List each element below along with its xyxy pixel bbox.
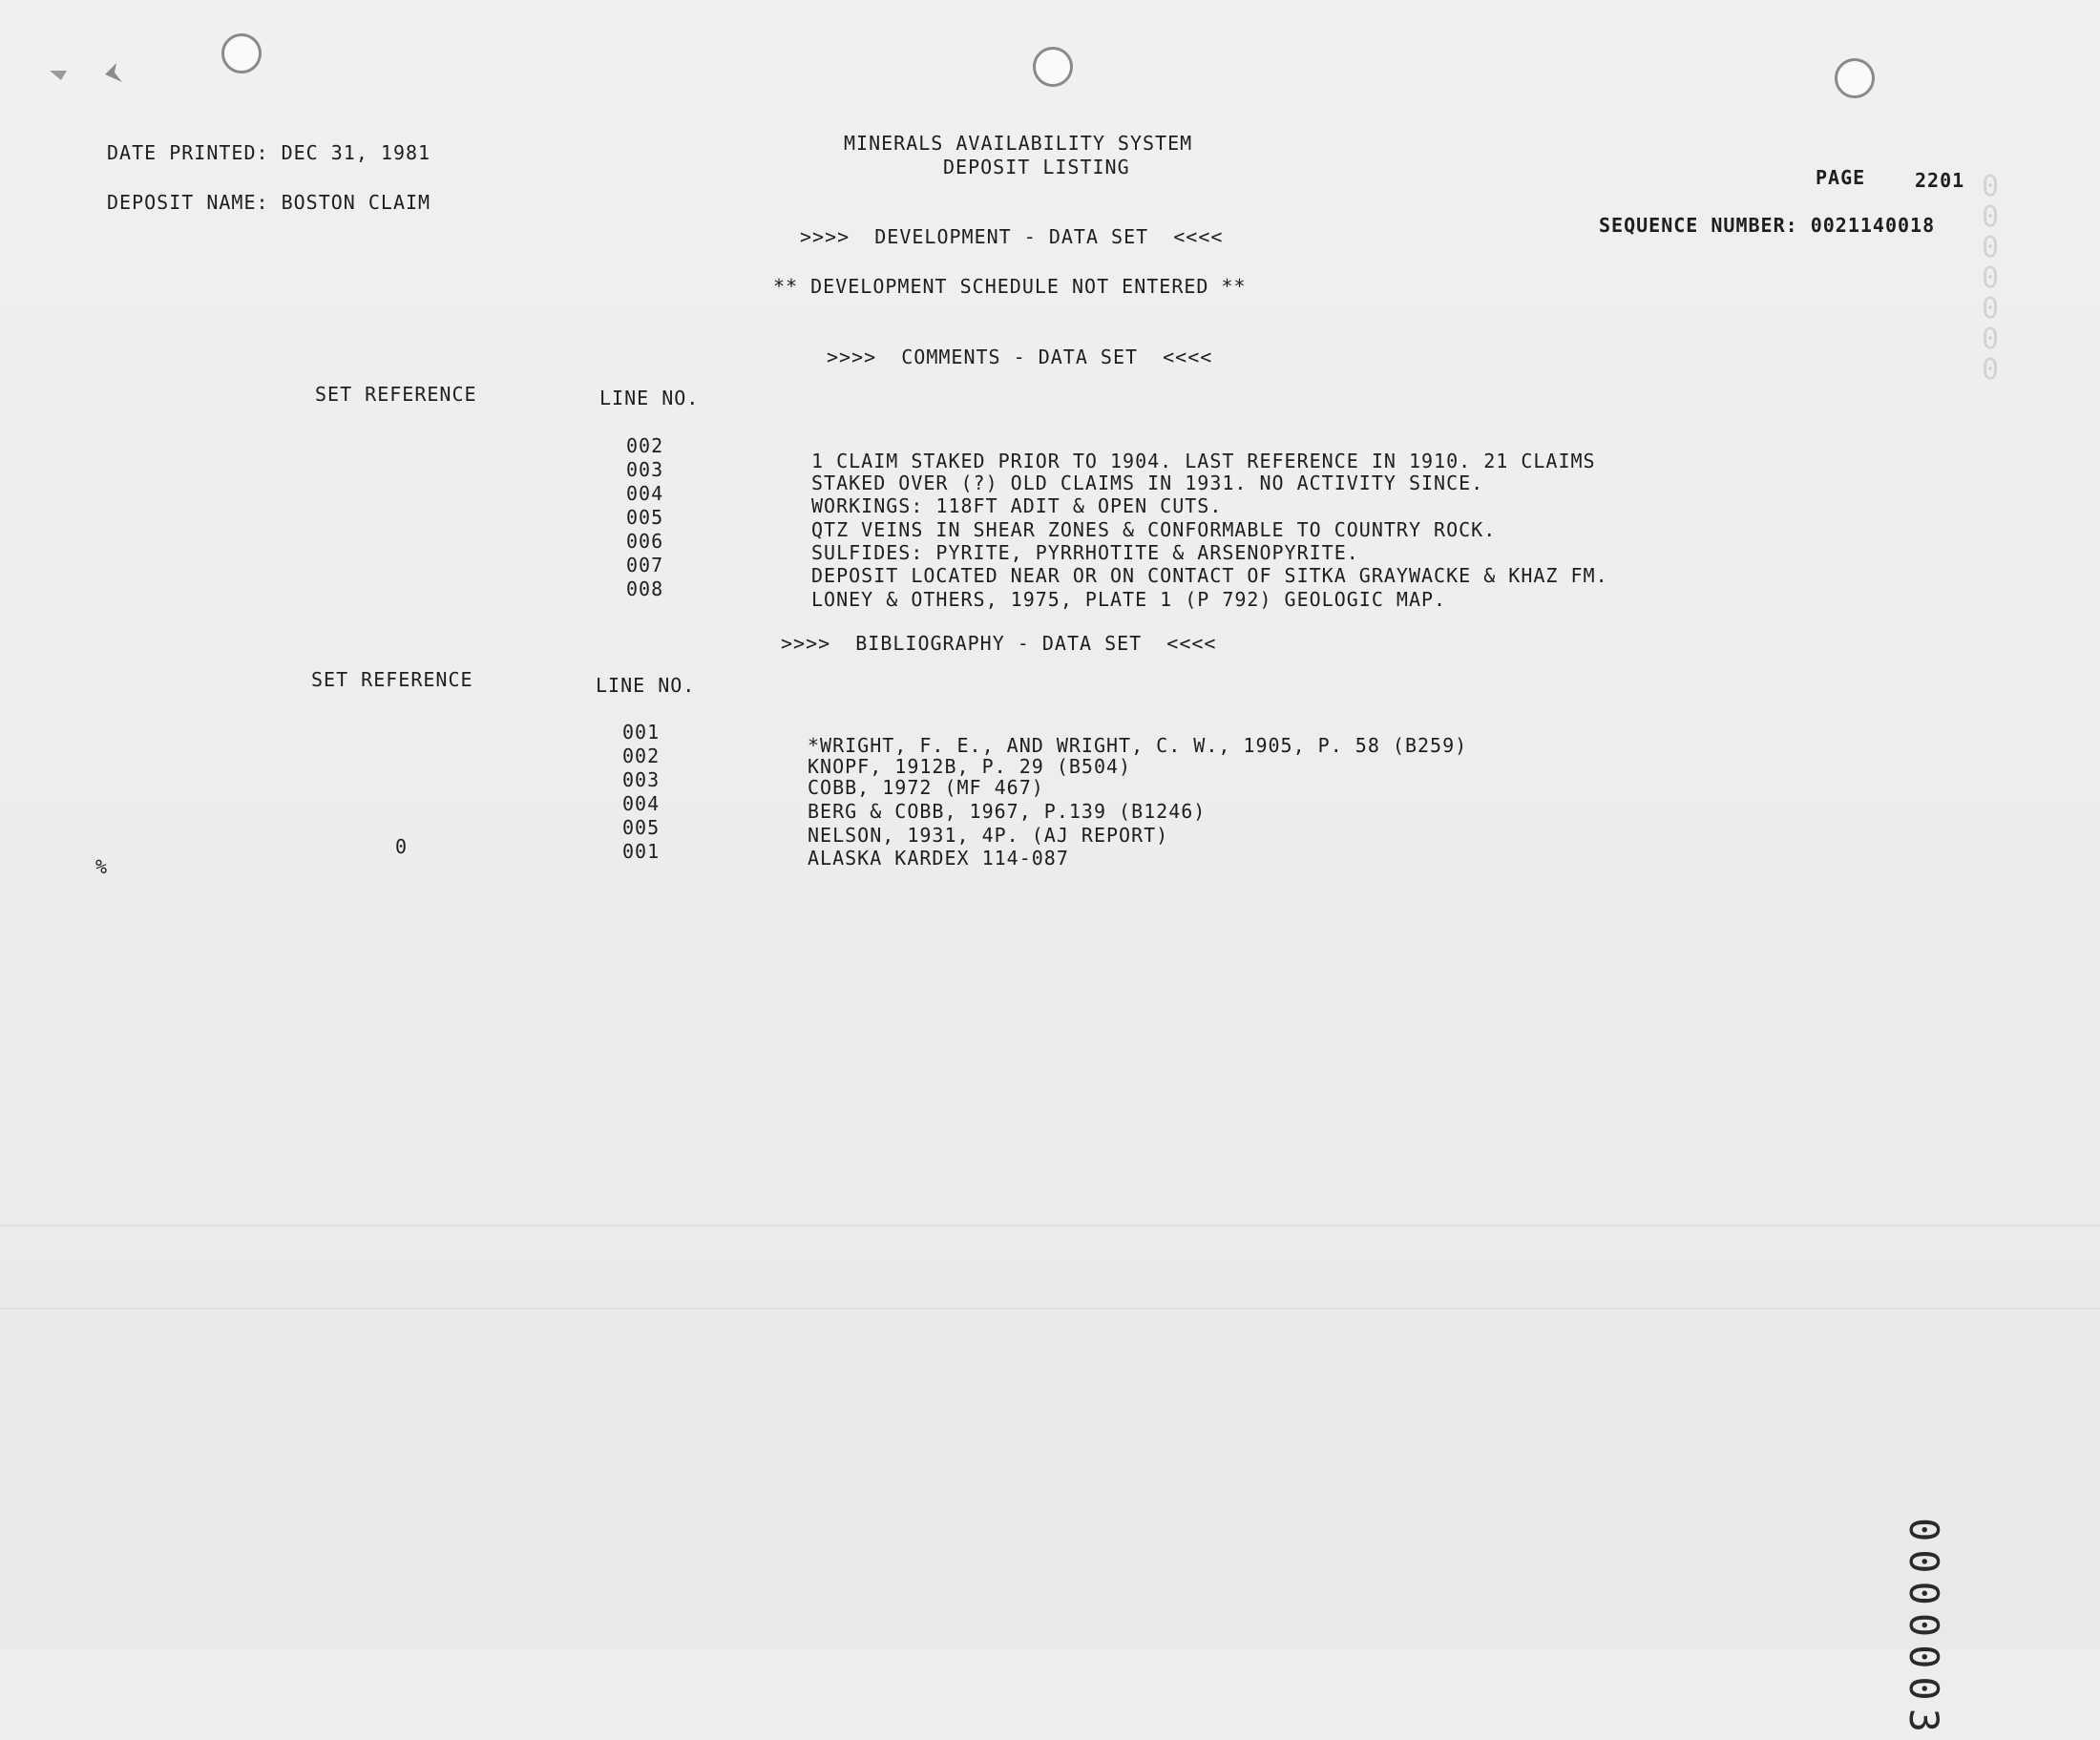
system-title: MINERALS AVAILABILITY SYSTEM bbox=[844, 132, 1193, 155]
comment-line-number: 007 bbox=[626, 554, 664, 577]
date-printed: DATE PRINTED: DEC 31, 1981 bbox=[107, 141, 431, 164]
bibliography-col-set-reference: SET REFERENCE bbox=[311, 668, 473, 691]
bibliography-text: KNOPF, 1912B, P. 29 (B504) bbox=[808, 755, 1132, 778]
bibliography-line-number: 004 bbox=[622, 792, 661, 815]
bibliography-text: COBB, 1972 (MF 467) bbox=[808, 776, 1044, 799]
comments-col-set-reference: SET REFERENCE bbox=[315, 383, 477, 406]
comment-text: STAKED OVER (?) OLD CLAIMS IN 1931. NO ACTIVITY SINCE. bbox=[811, 472, 1484, 494]
fold-line bbox=[0, 1308, 2100, 1310]
comment-text: QTZ VEINS IN SHEAR ZONES & CONFORMABLE TO COUNTRY ROCK. bbox=[811, 518, 1497, 541]
listing-title: DEPOSIT LISTING bbox=[943, 156, 1130, 178]
margin-percent-mark: % bbox=[95, 855, 109, 878]
bibliography-text: ALASKA KARDEX 114-087 bbox=[808, 847, 1069, 870]
development-heading: >>>> DEVELOPMENT - DATA SET <<<< bbox=[800, 225, 1224, 248]
punch-hole-center bbox=[1033, 47, 1073, 87]
comment-text: WORKINGS: 118FT ADIT & OPEN CUTS. bbox=[811, 494, 1223, 517]
punch-hole-left bbox=[221, 33, 262, 73]
bibliography-line-number: 003 bbox=[622, 768, 661, 791]
bibliography-line-number: 005 bbox=[622, 816, 661, 839]
comment-line-number: 003 bbox=[626, 458, 664, 481]
bibliography-heading: >>>> BIBLIOGRAPHY - DATA SET <<<< bbox=[781, 632, 1217, 655]
comments-col-line-no: LINE NO. bbox=[599, 387, 700, 409]
development-note: ** DEVELOPMENT SCHEDULE NOT ENTERED ** bbox=[773, 275, 1247, 298]
bibliography-text: NELSON, 1931, 4P. (AJ REPORT) bbox=[808, 824, 1169, 847]
sequence-number: SEQUENCE NUMBER: 0021140018 bbox=[1599, 214, 1936, 237]
bibliography-text: *WRIGHT, F. E., AND WRIGHT, C. W., 1905, P. 58 (B259) bbox=[808, 734, 1468, 757]
bibliography-text: BERG & COBB, 1967, P.139 (B1246) bbox=[808, 800, 1207, 823]
comment-line-number: 005 bbox=[626, 506, 664, 529]
bibliography-line-number: 001 bbox=[622, 840, 661, 863]
comment-text: 1 CLAIM STAKED PRIOR TO 1904. LAST REFERENCE IN 1910. 21 CLAIMS bbox=[811, 450, 1596, 472]
punch-hole-right bbox=[1835, 58, 1875, 98]
comment-text: LONEY & OTHERS, 1975, PLATE 1 (P 792) GEOLOGIC MAP. bbox=[811, 588, 1447, 611]
comment-line-number: 004 bbox=[626, 482, 664, 505]
bibliography-col-line-no: LINE NO. bbox=[596, 674, 696, 697]
bibliography-line-number: 001 bbox=[622, 721, 661, 744]
bibliography-line-number: 002 bbox=[622, 744, 661, 767]
comment-line-number: 006 bbox=[626, 530, 664, 553]
fold-line bbox=[0, 1225, 2100, 1226]
comments-heading: >>>> COMMENTS - DATA SET <<<< bbox=[827, 346, 1213, 368]
comment-line-number: 008 bbox=[626, 577, 664, 600]
comment-line-number: 002 bbox=[626, 434, 664, 457]
bibliography-set-reference: 0 bbox=[395, 835, 409, 858]
page-label: PAGE bbox=[1816, 166, 1866, 189]
deposit-name: DEPOSIT NAME: BOSTON CLAIM bbox=[107, 191, 431, 214]
comment-text: DEPOSIT LOCATED NEAR OR ON CONTACT OF SITKA GRAYWACKE & KHAZ FM. bbox=[811, 564, 1608, 587]
page-number: 2201 bbox=[1915, 169, 1965, 192]
corner-mark-icon bbox=[48, 59, 143, 88]
frame-stamp: 0000003 bbox=[1900, 1518, 1947, 1740]
faint-frame-stamp: 0 0 0 0 0 0 0 bbox=[1981, 170, 2000, 387]
comment-text: SULFIDES: PYRITE, PYRRHOTITE & ARSENOPYRITE. bbox=[811, 541, 1359, 564]
